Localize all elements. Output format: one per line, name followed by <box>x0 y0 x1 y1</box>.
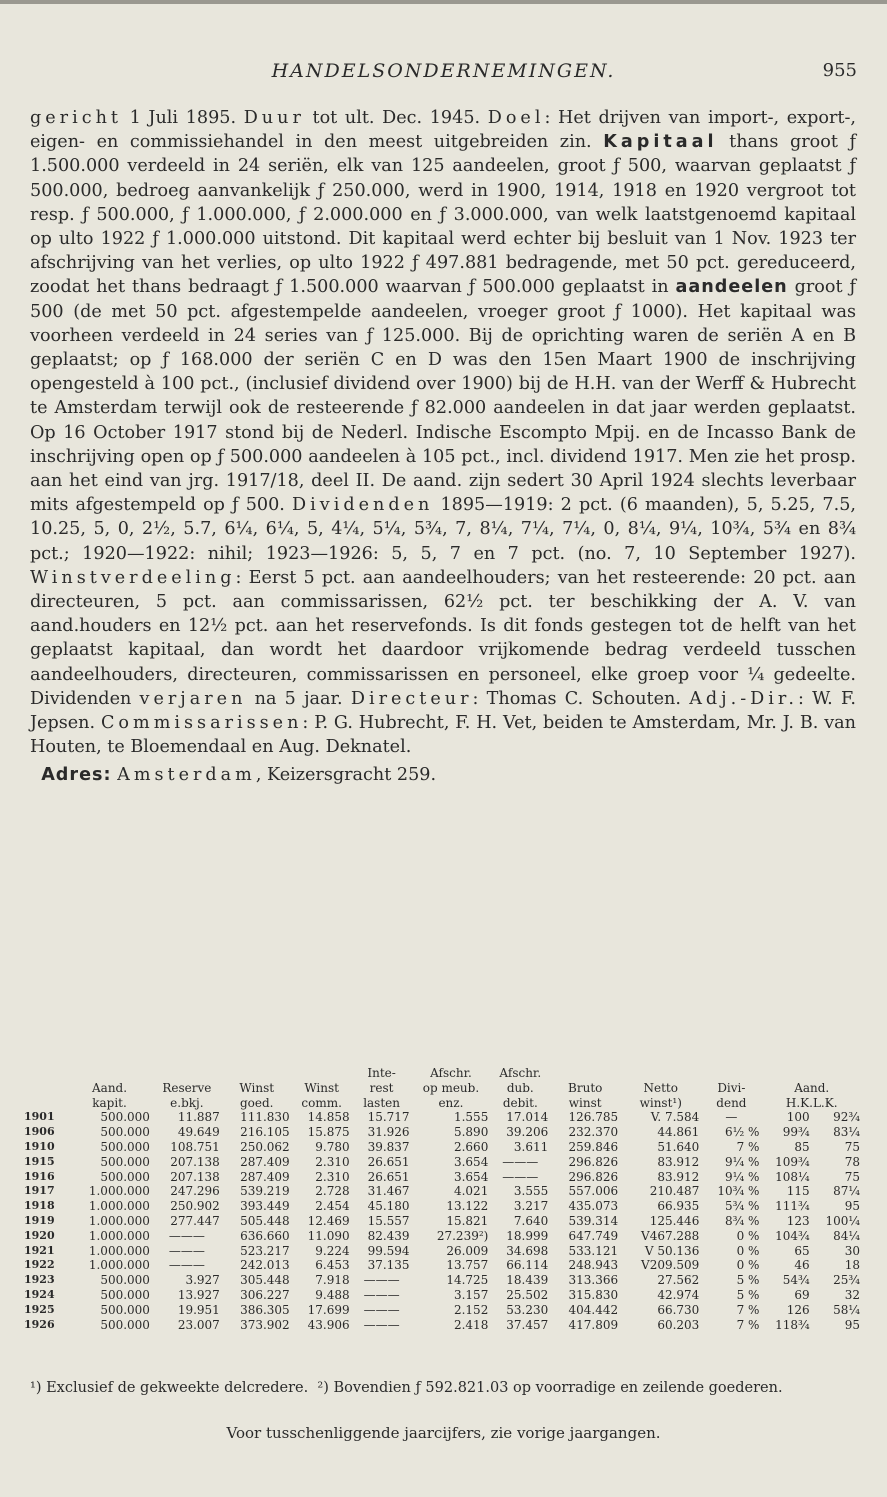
text-segment: tot ult. Dec. 1945. <box>304 108 488 128</box>
column-header: Afschr. <box>499 1066 542 1080</box>
footnote-line <box>30 1380 856 1397</box>
year-cell: 1920 <box>24 1228 55 1242</box>
table-cell: 83.912 <box>657 1154 700 1169</box>
table-cell: 34.698 <box>506 1243 549 1258</box>
table-cell: 3.555 <box>513 1184 549 1199</box>
column-header: Netto <box>643 1080 678 1095</box>
table-cell: 250.062 <box>240 1139 290 1154</box>
table-cell: 557.006 <box>568 1184 619 1199</box>
table-cell: 87¼ <box>833 1184 860 1199</box>
table-cell: 6½ % <box>724 1125 760 1140</box>
column-header <box>761 1066 862 1081</box>
table-cell: 99.594 <box>367 1243 410 1258</box>
financial-table <box>22 1066 862 1332</box>
column-header: kapit. <box>92 1095 127 1110</box>
table-cell: 533.121 <box>568 1243 619 1258</box>
term-aandeelen: aandeelen <box>675 277 788 298</box>
table-cell: 42.974 <box>657 1287 700 1302</box>
table-cell: 9.224 <box>315 1243 350 1258</box>
running-head: HANDELSONDERNEMINGEN. <box>271 60 616 82</box>
table-cell: 26.651 <box>367 1154 410 1169</box>
table-cell: 118¾ <box>775 1317 810 1332</box>
table-cell: 19.951 <box>177 1302 220 1317</box>
table-cell: 500.000 <box>100 1302 150 1317</box>
year-cell: 1910 <box>24 1139 55 1153</box>
table-cell: 69 <box>794 1287 810 1302</box>
table-cell: 296.826 <box>568 1154 619 1169</box>
text-segment: 1895—1919: 2 pct. (6 maanden), 5, 5.25, 7.5, 10.25, 5, 0, 2½, 5.7, 6¼, 6¼, 5, 4¼, 5¼, 5¾, 7, 8¼, 7¼, 7¼, 0, 8¼, 9¼, 10¾, 5¾ en 8¾ pct.; 1920—1922: nihil; 1923—1926: 5, 5, 7 en 7 pct. (no. 7, 10 September 1927). <box>30 495 856 564</box>
table-cell: 27.239²) <box>436 1228 489 1243</box>
table-cell: 250.902 <box>170 1199 220 1214</box>
table-cell: 9¼ % <box>724 1169 760 1184</box>
table-cell: 109¾ <box>775 1154 810 1169</box>
table-cell: 99¾ <box>782 1125 810 1140</box>
table-cell: 95 <box>844 1199 860 1214</box>
footnotes <box>30 1380 856 1397</box>
table-cell: 92¾ <box>833 1110 860 1125</box>
column-header: Afschr. <box>430 1066 472 1080</box>
table-cell: 210.487 <box>649 1184 700 1199</box>
column-header <box>22 1081 67 1096</box>
column-header <box>550 1066 620 1081</box>
column-header: comm. <box>301 1095 342 1110</box>
table-cell: 15.875 <box>307 1125 350 1140</box>
column-header: goed. <box>239 1095 274 1110</box>
table-cell: 18 <box>844 1258 860 1273</box>
column-header: Winst <box>239 1080 275 1095</box>
table-cell: ——— <box>363 1287 400 1302</box>
table-cell: 636.660 <box>240 1228 290 1243</box>
table-cell: 207.138 <box>170 1154 220 1169</box>
column-header: enz. <box>438 1095 464 1110</box>
term-commissarissen: Commissarissen <box>100 713 303 734</box>
column-header <box>22 1096 67 1111</box>
table-cell: 386.305 <box>240 1302 290 1317</box>
term-verjaren: verjaren <box>139 688 247 709</box>
table-cell: 44.861 <box>657 1125 700 1140</box>
table-cell: 95 <box>844 1317 860 1332</box>
table-cell: 39.837 <box>367 1139 410 1154</box>
table-cell: 100 <box>786 1110 810 1125</box>
table-cell: 404.442 <box>568 1302 619 1317</box>
table-cell: 305.448 <box>240 1273 290 1288</box>
column-header: op meub. <box>422 1080 480 1095</box>
table-cell: 3.157 <box>453 1287 489 1302</box>
table-row <box>22 1170 862 1185</box>
column-header <box>222 1066 292 1081</box>
table-cell: 500.000 <box>100 1110 150 1125</box>
table-row <box>22 1273 862 1288</box>
table-cell: 111.830 <box>240 1110 290 1125</box>
table-cell: 1.000.000 <box>88 1184 150 1199</box>
address-label: Adres: <box>41 765 112 786</box>
table-cell: 75 <box>844 1139 860 1154</box>
table-cell: 3.654 <box>453 1154 489 1169</box>
term-duur: Duur <box>243 108 305 128</box>
table-row <box>22 1155 862 1170</box>
table-cell: V467.288 <box>641 1228 700 1243</box>
table-row <box>22 1229 862 1244</box>
table-cell: 125.446 <box>649 1213 700 1228</box>
table-cell: 306.227 <box>240 1287 290 1302</box>
table-cell: V209.509 <box>641 1258 700 1273</box>
table-cell: 26.009 <box>446 1243 489 1258</box>
table-cell: 83.912 <box>657 1169 700 1184</box>
column-header <box>701 1066 761 1081</box>
table-cell: ——— <box>168 1228 205 1243</box>
column-header <box>152 1066 222 1081</box>
table-cell: 100¼ <box>825 1213 860 1228</box>
year-cell: 1923 <box>24 1273 55 1287</box>
table-cell: 49.649 <box>177 1125 220 1140</box>
table-cell: 6.453 <box>315 1258 350 1273</box>
table-cell: 373.902 <box>240 1317 290 1332</box>
column-header: Aand. <box>92 1080 128 1095</box>
year-cell: 1916 <box>24 1169 55 1183</box>
table-cell: 1.000.000 <box>88 1258 150 1273</box>
page-number: 955 <box>822 60 857 81</box>
table-cell: 315.830 <box>568 1287 619 1302</box>
table-cell: 31.926 <box>367 1125 410 1140</box>
table-cell: V 50.136 <box>644 1243 700 1258</box>
table-cell: 123 <box>786 1213 810 1228</box>
page-header <box>0 60 887 90</box>
term-doel: Doel <box>487 108 545 128</box>
table-cell: ——— <box>168 1258 205 1273</box>
table-cell: 75 <box>844 1169 860 1184</box>
table-cell: 66.114 <box>506 1258 549 1273</box>
table-cell: 500.000 <box>100 1169 150 1184</box>
table-cell: 647.749 <box>568 1228 619 1243</box>
column-header <box>67 1066 152 1081</box>
table-cell: 5¾ % <box>724 1199 760 1214</box>
table-cell: 435.073 <box>568 1199 619 1214</box>
column-header: Divi- <box>717 1080 746 1095</box>
table-cell: 66.935 <box>657 1199 700 1214</box>
text-segment: : Thomas C. Schouten. <box>472 688 690 709</box>
table-cell: 15.821 <box>446 1213 489 1228</box>
table-row <box>22 1199 862 1214</box>
table-cell: 2.310 <box>315 1154 350 1169</box>
footnote-2: ²) Bovendien ƒ 592.821.03 op voorradige en zeilende goederen. <box>317 1380 783 1396</box>
table-cell: 54¾ <box>782 1273 810 1288</box>
table-cell: 287.409 <box>240 1169 290 1184</box>
table-cell: 12.469 <box>307 1213 350 1228</box>
text-segment: 1 Juli 1895. <box>121 108 244 128</box>
table-cell: 126 <box>786 1302 810 1317</box>
table-cell: 417.809 <box>568 1317 619 1332</box>
table-cell: ——— <box>363 1302 400 1317</box>
table-cell: 60.203 <box>657 1317 700 1332</box>
table-cell: 14.725 <box>446 1273 489 1288</box>
financial-table-wrap <box>22 1066 862 1332</box>
term-adj-dir: Adj.-Dir. <box>689 688 798 709</box>
table-cell: 248.943 <box>568 1258 619 1273</box>
year-cell: 1924 <box>24 1287 55 1301</box>
table-cell: 66.730 <box>657 1302 700 1317</box>
table-cell: 27.562 <box>657 1273 700 1288</box>
table-cell: 500.000 <box>100 1273 150 1288</box>
body-text <box>30 106 856 788</box>
table-cell: 25.502 <box>506 1287 549 1302</box>
text-segment: : Het drijven van import-, export-, eigen- en commissiehandel in den meest uitgebreiden zin. <box>30 108 856 153</box>
table-cell: 5 % <box>736 1287 760 1302</box>
table-header <box>22 1066 862 1110</box>
table-cell: 115 <box>786 1184 810 1199</box>
column-header: Aand. <box>794 1080 830 1095</box>
term-directeur: Directeur <box>350 688 473 709</box>
table-cell: 111¾ <box>775 1199 810 1214</box>
table-cell: 3.654 <box>453 1169 489 1184</box>
table-cell: 2.660 <box>453 1139 489 1154</box>
table-cell: 14.858 <box>307 1110 350 1125</box>
year-cell: 1917 <box>24 1184 55 1198</box>
table-cell: 30 <box>844 1243 860 1258</box>
address-street: , Keizersgracht 259. <box>255 765 437 786</box>
column-header: Bruto <box>568 1080 603 1095</box>
column-header: dend <box>716 1095 747 1110</box>
table-header-row <box>22 1081 862 1096</box>
table-cell: ——— <box>502 1154 539 1169</box>
address-line <box>30 763 856 787</box>
table-cell: 83¼ <box>833 1125 860 1140</box>
table-cell: ——— <box>363 1273 400 1288</box>
table-row <box>22 1244 862 1259</box>
table-cell: 296.826 <box>568 1169 619 1184</box>
table-cell: 104¾ <box>775 1228 810 1243</box>
year-cell: 1925 <box>24 1302 55 1316</box>
column-header: e.bkj. <box>170 1095 204 1110</box>
table-cell: 37.457 <box>506 1317 549 1332</box>
column-header: H.K.L.K. <box>785 1095 838 1110</box>
table-cell: 313.366 <box>568 1273 619 1288</box>
table-cell: 2.728 <box>315 1184 350 1199</box>
table-row <box>22 1303 862 1318</box>
table-cell: 259.846 <box>568 1139 619 1154</box>
table-cell: 505.448 <box>240 1213 290 1228</box>
text-segment: na 5 jaar. <box>246 688 351 709</box>
text-segment: : Eerst 5 pct. aan aandeelhouders; van het resteerende: 20 pct. aan directeuren, 5 pct. aan commissarissen, 62½ pct. ter beschikking der A. V. van aand.houders en 12½ pct. aan het reservefonds. Is dit fonds gestegen tot de helft van het geplaatst kapitaal, dan wordt het daardoor vrijkomende bedrag verdeeld tusschen aandeelhouders, directeuren, commissarissen en personeel, elke groep voor ¼ gedeelte. Dividenden <box>30 567 856 709</box>
table-row <box>22 1258 862 1273</box>
table-cell: 242.013 <box>240 1258 290 1273</box>
table-body <box>22 1110 862 1332</box>
table-cell: 53.230 <box>506 1302 549 1317</box>
table-cell: 78 <box>844 1154 860 1169</box>
table-cell: 3.927 <box>185 1273 220 1288</box>
term-gericht: gericht <box>30 108 122 128</box>
column-header <box>620 1066 701 1081</box>
table-header-row <box>22 1096 862 1111</box>
table-cell: 46 <box>794 1258 810 1273</box>
table-cell: 17.014 <box>506 1110 549 1125</box>
table-cell: 108¼ <box>775 1169 810 1184</box>
table-header-row <box>22 1066 862 1081</box>
text-segment: thans groot ƒ 1.500.000 verdeeld in 24 seriën, elk van 125 aandeelen, groot ƒ 500, waarvan geplaatst ƒ 500.000, bedroeg aanvankelijk ƒ 250.000, werd in 1900, 1914, 1918 en 1920 vergroot tot resp. ƒ 500.000, ƒ 1.000.000, ƒ 2.000.000 en ƒ 3.000.000, van welk laatstgenoemd kapitaal op ulto 1922 ƒ 1.000.000 uitstond. Dit kapitaal werd echter bij besluit van 1 Nov. 1923 ter afschrijving van het verlies, op ulto 1922 ƒ 497.881 bedragende, met 50 pct. gereduceerd, zoodat het thans bedraagt ƒ 1.500.000 waarvan ƒ 500.000 geplaatst in <box>30 132 856 298</box>
table-cell: 2.152 <box>453 1302 489 1317</box>
table-cell: 11.887 <box>177 1110 220 1125</box>
year-cell: 1926 <box>24 1317 55 1331</box>
table-cell: 10¾ % <box>717 1184 760 1199</box>
table-cell: 500.000 <box>100 1139 150 1154</box>
table-cell: 0 % <box>736 1243 760 1258</box>
table-row <box>22 1110 862 1125</box>
year-cell: 1919 <box>24 1213 55 1227</box>
table-cell: 1.555 <box>453 1110 489 1125</box>
table-cell: 1.000.000 <box>88 1213 150 1228</box>
table-cell: 3.611 <box>513 1139 549 1154</box>
table-cell: 287.409 <box>240 1154 290 1169</box>
year-cell: 1921 <box>24 1243 55 1257</box>
table-cell: 15.717 <box>367 1110 410 1125</box>
column-header: Winst <box>304 1080 339 1095</box>
table-cell: 1.000.000 <box>88 1228 150 1243</box>
column-header: Inte- <box>367 1066 396 1080</box>
table-row <box>22 1184 862 1199</box>
table-cell: 25¾ <box>833 1273 860 1288</box>
top-rule <box>0 0 887 4</box>
term-dividenden: Dividenden <box>292 495 434 516</box>
address-city: Amsterdam <box>117 765 256 786</box>
table-cell: ——— <box>502 1169 539 1184</box>
table-cell: 13.122 <box>446 1199 489 1214</box>
column-header: rest <box>369 1080 394 1095</box>
table-cell: 500.000 <box>100 1317 150 1332</box>
table-cell: 7.640 <box>513 1213 549 1228</box>
table-cell: 0 % <box>736 1258 760 1273</box>
column-header: lasten <box>363 1095 400 1110</box>
column-header <box>22 1066 67 1081</box>
table-cell: 7 % <box>736 1139 760 1154</box>
table-cell: 1.000.000 <box>88 1243 150 1258</box>
term-winstverdeeling: Winstverdeeling <box>30 567 236 588</box>
table-cell: 5 % <box>736 1273 760 1288</box>
table-cell: 0 % <box>736 1228 760 1243</box>
text-segment: : W. F. Jepsen. <box>30 688 856 734</box>
table-cell: — <box>725 1110 738 1125</box>
table-cell: 539.314 <box>568 1213 619 1228</box>
table-cell: 26.651 <box>367 1169 410 1184</box>
table-cell: 15.557 <box>367 1213 410 1228</box>
table-cell: 43.906 <box>307 1317 350 1332</box>
table-cell: 2.310 <box>315 1169 350 1184</box>
year-cell: 1918 <box>24 1199 55 1213</box>
table-cell: 7 % <box>736 1302 760 1317</box>
table-cell: 82.439 <box>367 1228 410 1243</box>
table-cell: 500.000 <box>100 1125 150 1140</box>
table-cell: 500.000 <box>100 1154 150 1169</box>
column-header <box>292 1066 352 1081</box>
term-kapitaal: Kapitaal <box>603 132 718 153</box>
table-cell: 2.454 <box>315 1199 350 1214</box>
table-cell: 13.757 <box>446 1258 489 1273</box>
column-header: dub. <box>506 1080 534 1095</box>
table-row <box>22 1140 862 1155</box>
table-cell: 13.927 <box>177 1287 220 1302</box>
table-cell: 65 <box>794 1243 810 1258</box>
table-cell: 523.217 <box>240 1243 290 1258</box>
column-header: debit. <box>502 1095 538 1110</box>
table-cell: 126.785 <box>568 1110 619 1125</box>
table-cell: 31.467 <box>367 1184 410 1199</box>
table-cell: 216.105 <box>240 1125 290 1140</box>
table-cell: 45.180 <box>367 1199 410 1214</box>
column-header: winst <box>568 1095 602 1110</box>
table-cell: 7 % <box>736 1317 760 1332</box>
table-cell: V. 7.584 <box>650 1110 700 1125</box>
table-cell: ——— <box>168 1243 205 1258</box>
table-row <box>22 1318 862 1333</box>
table-cell: 207.138 <box>170 1169 220 1184</box>
table-cell: 2.418 <box>453 1317 489 1332</box>
table-cell: 84¼ <box>833 1228 860 1243</box>
table-cell: 17.699 <box>307 1302 350 1317</box>
table-cell: 18.999 <box>506 1228 549 1243</box>
table-cell: 32 <box>844 1287 860 1302</box>
table-cell: 11.090 <box>307 1228 350 1243</box>
table-cell: 539.219 <box>240 1184 290 1199</box>
year-cell: 1906 <box>24 1125 55 1139</box>
footnote-1: ¹) Exclusief de gekweekte delcredere. <box>30 1380 309 1396</box>
table-cell: 4.021 <box>453 1184 489 1199</box>
table-row <box>22 1214 862 1229</box>
table-cell: 108.751 <box>170 1139 220 1154</box>
table-cell: ——— <box>363 1317 400 1332</box>
table-cell: 9¼ % <box>724 1154 760 1169</box>
text-segment: groot ƒ 500 (de met 50 pct. afgestempelde aandeelen, vroeger groot ƒ 1000). Het kapitaal was voorheen verdeeld in 24 series van ƒ 125.000. Bij de oprichting waren de seriën A en B geplaatst; op ƒ 168.000 der seriën C en D was den 15en Maart 1900 de inschrijving opengesteld à 100 pct., (inclusief dividend over 1900) bij de H.H. van der Werff & Hubrecht te Amsterdam terwijl ook de resteerende ƒ 82.000 aandeelen in dat jaar werden geplaatst. Op 16 October 1917 stond bij de Nederl. Indische Escompto Mpij. en de Incasso Bank de inschrijving open op ƒ 500.000 aandeelen à 105 pct., incl. dividend 1917. Men zie het prosp. aan het eind van jrg. 1917/18, deel II. De aand. zijn sedert 30 April 1924 slechts leverbaar mits afgestempeld op ƒ 500. <box>30 277 856 516</box>
table-cell: 51.640 <box>657 1139 700 1154</box>
table-cell: 39.206 <box>506 1125 549 1140</box>
table-cell: 18.439 <box>506 1273 549 1288</box>
table-row <box>22 1125 862 1140</box>
text-segment: : P. G. Hubrecht, F. H. Vet, beiden te Amsterdam, Mr. J. B. van Houten, te Bloemendaal en Aug. Deknatel. <box>30 713 856 758</box>
year-cell: 1901 <box>24 1110 55 1124</box>
table-cell: 9.488 <box>315 1287 350 1302</box>
table-cell: 393.449 <box>240 1199 290 1214</box>
table-cell: 247.296 <box>170 1184 220 1199</box>
table-cell: 85 <box>794 1139 810 1154</box>
table-cell: 23.007 <box>177 1317 220 1332</box>
year-cell: 1915 <box>24 1154 55 1168</box>
column-header: Reserve <box>162 1080 212 1095</box>
table-cell: 5.890 <box>453 1125 489 1140</box>
table-cell: 232.370 <box>568 1125 619 1140</box>
table-row <box>22 1288 862 1303</box>
table-cell: 3.217 <box>513 1199 549 1214</box>
table-cell: 500.000 <box>100 1287 150 1302</box>
table-cell: 37.135 <box>367 1258 410 1273</box>
table-cell: 277.447 <box>170 1213 220 1228</box>
company-paragraph <box>30 106 856 759</box>
year-cell: 1922 <box>24 1258 55 1272</box>
table-cell: 58¼ <box>833 1302 860 1317</box>
table-cell: 8¾ % <box>724 1213 760 1228</box>
column-header: winst¹) <box>639 1095 682 1110</box>
closing-note: Voor tusschenliggende jaarcijfers, zie vorige jaargangen. <box>226 1424 661 1442</box>
table-cell: 7.918 <box>315 1273 350 1288</box>
table-cell: 1.000.000 <box>88 1199 150 1214</box>
table-cell: 9.780 <box>315 1139 350 1154</box>
